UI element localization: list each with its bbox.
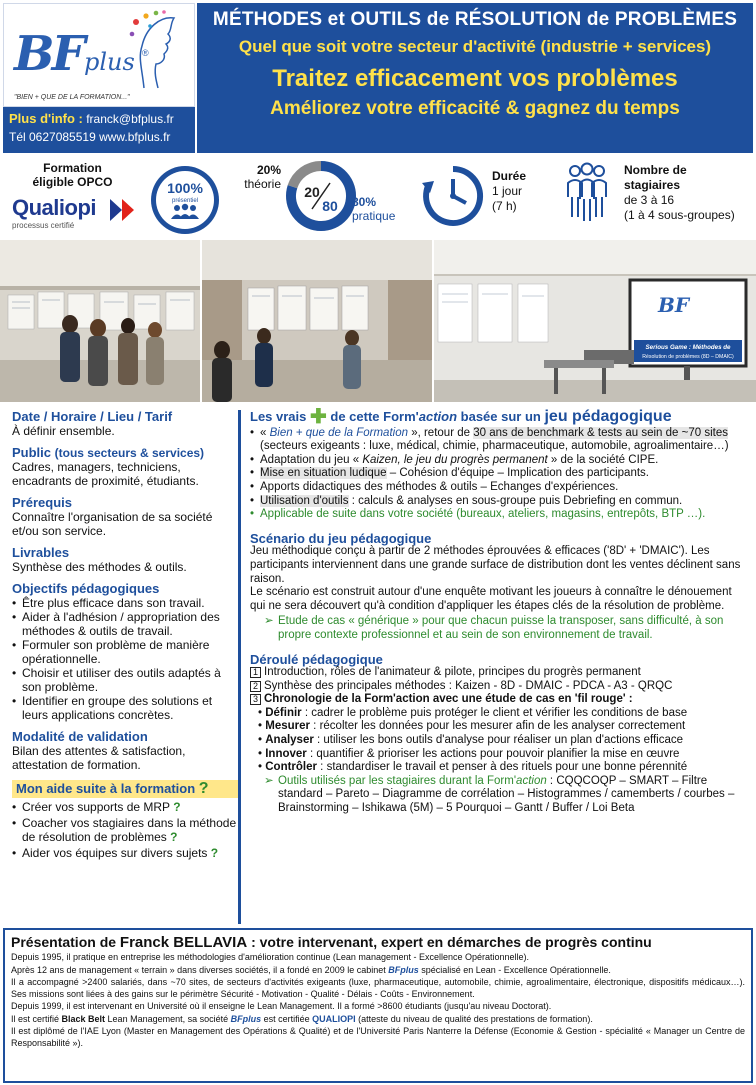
advantages-heading <box>250 406 750 428</box>
headline-2: Améliorez votre efficacité & gagnez du temps <box>270 98 680 119</box>
opco-line1: Formation <box>43 161 102 175</box>
trainees-label1: Nombre de <box>624 163 687 177</box>
public-text: Cadres, managers, techniciens, encadrants de proximité, étudiants. <box>12 460 199 488</box>
list-item <box>250 495 750 509</box>
list-item: • Formuler son problème de manière opérationnelle. <box>12 638 238 666</box>
aide-heading <box>12 780 238 798</box>
adv-action: action <box>418 409 458 424</box>
plus-icon: ✚ <box>310 406 327 428</box>
step-key: Analyser <box>265 734 314 747</box>
adv-post: basée sur un <box>460 409 541 424</box>
aide-list <box>12 800 238 860</box>
screen-line2: Résolution de problèmes (8D – DMAIC) <box>642 354 734 360</box>
adv2-b: Kaizen, le jeu du progrès permanent <box>362 453 548 466</box>
donut-practice: 80 <box>322 198 338 214</box>
deliverables-heading: Livrables <box>12 545 70 560</box>
adv2-c: » de la société CIPE. <box>547 453 659 466</box>
scenario-note-text: Etude de cas « générique » pour que chacun puisse la transposer, sans difficulté, à son propre contexte professionnel et au sein de son environnement de travail. <box>278 615 724 641</box>
list-item <box>250 427 750 454</box>
aide-item-text: Aider vos équipes sur divers sujets <box>22 846 208 860</box>
photo-screen-session <box>434 240 756 402</box>
donut-theory: 20 <box>304 184 320 200</box>
prereq-heading: Prérequis <box>12 495 72 510</box>
step-text: : utiliser les bons outils d'analyse pour réaliser un plan d'actions efficace <box>313 734 684 747</box>
list-item <box>12 800 238 814</box>
badge-label: présentiel <box>171 198 199 204</box>
adv-pre: Les vrais <box>250 409 307 424</box>
tools-c: : CQQCOQP – SMART – Filtre <box>546 774 708 787</box>
trainees-value1: de 3 à 16 <box>624 193 675 207</box>
deliverables-text: Synthèse des méthodes & outils. <box>12 560 187 574</box>
arrow-right-icon: ➢ <box>264 774 274 787</box>
p2-a: Après 12 ans de management « terrain » dans diverses sociétés, il a fondé en 2009 le cabinet <box>11 964 389 975</box>
trainer-p3: Il a accompagné >2400 salariés, dans ~70 sites, de secteurs d'activités exigeants (luxe, pharmaceutique, automobile, chimie, agroalimentaire, électronique, dispositifs médicaux…). Ses missions sont liées à des gains sur le périmètre Sécurité - Motivation - Qualité - Délais - Coûts - Environnement. <box>11 977 745 999</box>
adv2-a: Adaptation du jeu « <box>260 453 363 466</box>
screen-line1: Serious Game : Méthodes de <box>645 344 731 351</box>
list-item: • Être plus efficace dans son travail. <box>12 596 238 610</box>
trainer-name: Franck BELLAVIA <box>119 934 248 951</box>
subtitle-sector: Quel que soit votre secteur d'activité (industrie + services) <box>238 37 712 56</box>
tools-b: action <box>516 774 547 787</box>
adv1-e: (secteurs exigeants : luxe, médical, chimie, pharmaceutique, automobile, agroalimentaire…) <box>260 440 729 453</box>
practice-label: pratique <box>352 209 396 223</box>
public-heading <box>12 446 238 460</box>
date-heading: Date / Horaire / Lieu / Tarif <box>12 409 173 424</box>
adv5-b: : calculs & analyses en sous-groupe puis Debriefing en commun. <box>348 494 683 507</box>
tools-d: standard – Pareto – Diagramme de corrélation – Histogrammes / camemberts / courbes – Brainstorming – Ishikawa (5M) – 5 Pourquoi – Gantt / Buffer / Loi Beta <box>278 788 735 815</box>
trainees-block <box>624 163 735 223</box>
aide-item-text: Coacher vos stagiaires dans la méthode de résolution de problèmes <box>22 816 237 844</box>
deroule-item-2 <box>250 680 750 694</box>
objectives-heading: Objectifs pédagogiques <box>12 581 160 596</box>
practice-share <box>352 195 395 223</box>
adv3-a: Mise en situation ludique <box>260 467 387 480</box>
logo-plus: plus <box>84 48 135 76</box>
list-item <box>250 467 750 481</box>
list-item <box>12 816 238 844</box>
public-heading-sub: (tous secteurs & services) <box>54 446 205 460</box>
trainer-presentation <box>3 928 753 1083</box>
trainer-heading-post: : votre intervenant, expert en démarches de progrès continu <box>251 934 652 950</box>
contact-label: Plus d'info : <box>9 111 83 126</box>
header <box>0 0 756 153</box>
question-mark-icon: ? <box>198 780 209 797</box>
step-key: Contrôler <box>265 761 317 774</box>
p5-a: Il est certifié <box>11 1013 62 1024</box>
step-item: • Innover : quantifier & prioriser les actions pour pouvoir planifier la mise en œuvre <box>258 747 680 760</box>
opco-eligibility <box>10 161 135 189</box>
deroule-item-text: Chronologie de la Form'action avec une étude de cas en 'fil rouge' : <box>264 693 633 706</box>
step-item: • Mesurer : récolter les données pour les mesurer afin de les analyser correctement <box>258 720 686 733</box>
deroule-item-text: Introduction, rôles de l'animateur & pilote, principes du progrès permanent <box>264 666 641 679</box>
p5-e: est certifiée <box>261 1013 313 1024</box>
p5-b: Black Belt <box>61 1013 106 1024</box>
step-key: Définir <box>265 706 302 719</box>
bfplus-logo[interactable] <box>3 3 195 107</box>
opco-line2: éligible OPCO <box>32 175 113 189</box>
contact-box <box>3 107 195 153</box>
date-text: À définir ensemble. <box>12 424 115 438</box>
contact-phone-web[interactable]: Tél 0627085519 www.bfplus.fr <box>9 130 171 144</box>
trainer-p1: Depuis 1995, il pratique en entreprise les méthodologies d'amélioration continue (Lean management - Excellence Opérationnelle). <box>11 952 530 962</box>
info-strip <box>0 155 756 237</box>
qualiopi-mark-icon <box>108 197 138 223</box>
validation-text: Bilan des attentes & satisfaction, attestation de formation. <box>12 744 186 772</box>
theory-share <box>235 163 281 191</box>
logo-tagline: "BIEN + QUE DE LA FORMATION..." <box>14 94 130 101</box>
step-text: : cadrer le problème puis protéger le client et vérifier les conditions de base <box>301 706 688 719</box>
p2-c: spécialisé en Lean - Excellence Opérationnelle. <box>418 964 611 975</box>
adv1-b: Bien + que de la Formation <box>269 426 408 439</box>
question-mark-icon: ? <box>170 830 178 844</box>
title-banner <box>197 3 753 153</box>
contact-line-email <box>9 111 189 126</box>
deroule-item-3 <box>250 693 750 707</box>
theory-practice-gauge-icon <box>284 159 358 233</box>
p2-b: BFplus <box>388 964 419 975</box>
aide-heading-text: Mon aide suite à la formation <box>16 781 196 796</box>
right-column <box>250 406 750 924</box>
photo-strip <box>0 240 756 402</box>
advantages-list <box>250 427 750 522</box>
scenario-note <box>250 615 750 642</box>
list-item: • Applicable de suite dans votre société (bureaux, ateliers, magasins, entrepôts, BTP …). <box>250 508 750 522</box>
p5-f: QUALIOPI <box>312 1013 356 1024</box>
trainer-heading <box>11 934 745 951</box>
contact-email-link[interactable]: franck@bfplus.fr <box>86 112 174 126</box>
adv1-a: « <box>260 426 270 439</box>
deroule-item-1 <box>250 666 750 680</box>
scenario-heading: Scénario du jeu pédagogique <box>250 530 432 546</box>
step-text: : récolter les données pour les mesurer afin de les analyser correctement <box>309 720 686 733</box>
list-item <box>12 846 238 860</box>
list-item: • Apports didactiques des méthodes & outils – Echanges d'expériences. <box>250 481 750 495</box>
validation-heading: Modalité de validation <box>12 729 148 744</box>
adv5-a: Utilisation d'outils <box>260 494 349 507</box>
step-key: Mesurer <box>265 720 310 733</box>
qualiopi-logo <box>12 195 137 230</box>
num-box-icon: 3 <box>250 694 261 705</box>
screen-logo: BF <box>658 293 690 317</box>
duration-hours: (7 h) <box>492 199 517 213</box>
list-item: • Identifier en groupe des solutions et leurs applications concrètes. <box>12 694 238 722</box>
qualiopi-name: Qualiopi <box>12 195 96 220</box>
p5-d: BFplus <box>230 1013 262 1024</box>
qualiopi-sub: processus certifié <box>12 221 75 230</box>
left-column <box>12 410 238 924</box>
theory-label: théorie <box>244 177 281 191</box>
tools-a: Outils utilisés par les stagiaires durant la Form' <box>278 774 517 787</box>
presentiel-badge-icon <box>148 163 222 237</box>
step-item: • Contrôler : standardiser le travail et penser à des rituels pour une bonne pérennité <box>258 761 688 774</box>
adv1-d: 30 ans de benchmark & tests au sein de ~70 sites <box>473 426 728 439</box>
arrow-right-icon: ➢ <box>264 615 274 628</box>
step-text: : quantifier & prioriser les actions pour pouvoir planifier la mise en œuvre <box>306 747 680 760</box>
photo-workshop-wall <box>0 240 200 402</box>
trainees-icon <box>555 161 619 225</box>
deroule-heading: Déroulé pédagogique <box>250 651 383 667</box>
adv-big: jeu pédagogique <box>544 408 672 425</box>
public-heading-text: Public <box>12 445 52 460</box>
main-title: MÉTHODES et OUTILS de RÉSOLUTION de PROBLÈMES <box>212 9 738 30</box>
adv1-c: », retour de <box>408 426 474 439</box>
trainer-p2 <box>11 965 745 977</box>
photo-training-room <box>202 240 432 402</box>
objectives-list <box>12 596 238 722</box>
trainees-label2: stagiaires <box>624 178 681 192</box>
question-mark-icon: ? <box>210 846 219 860</box>
adv3-b: – Cohésion d'équipe – Implication des participants. <box>386 467 649 480</box>
logo-registered: ® <box>142 48 149 58</box>
trainer-p5 <box>11 1014 745 1026</box>
list-item: • Aider à l'adhésion / appropriation des méthodes & outils de travail. <box>12 610 238 638</box>
deroule-item-text: Synthèse des principales méthodes : Kaizen - 8D - DMAIC - PDCA - A3 - QRQC <box>264 679 673 692</box>
theory-pct: 20% <box>256 163 281 177</box>
adv-mid: de cette Form' <box>330 409 419 424</box>
step-text: : standardiser le travail et penser à des rituels pour une bonne pérennité <box>316 761 688 774</box>
trainer-p6: Il est diplômé de l'IAE Lyon (Master en Management des Opérations & Qualité) et de l'Université Paris Nanterre la Défense (Economie & Gestion - spécialité « Manager un Centre de Responsabilité »). <box>11 1026 745 1048</box>
trainees-value2: (1 à 4 sous-groupes) <box>624 208 735 222</box>
badge-pct: 100% <box>167 180 203 196</box>
logo-text: BF <box>14 26 83 82</box>
tools-note <box>250 775 750 816</box>
trainer-heading-pre: Présentation de <box>11 934 117 950</box>
duration-block <box>492 169 526 214</box>
duration-label: Durée <box>492 169 527 183</box>
step-key: Innover <box>265 747 307 760</box>
scenario-p2: Le scénario est construit autour d'une enquête motivant les joueurs à connaître le dénouement qui ne sera découvert qu'à condition d'appliquer les étapes clés de la résolution de problème. <box>250 586 732 612</box>
prereq-text: Connaître l'organisation de sa société et/ou son service. <box>12 510 213 538</box>
step-item: • Analyser : utiliser les bons outils d'analyse pour réaliser un plan d'actions efficace <box>258 734 684 747</box>
column-divider <box>238 410 241 924</box>
trainer-p4: Depuis 1999, il est intervenant en Université où il enseigne le Lean Management. Il a formé >8600 étudiants (jusqu'au niveau Doctorat). <box>11 1001 552 1011</box>
num-box-icon: 1 <box>250 667 261 678</box>
duration-value: 1 jour <box>492 184 523 198</box>
practice-pct: 80% <box>352 195 377 209</box>
p5-c: Lean Management, sa société <box>105 1013 231 1024</box>
aide-item-text: Créer vos supports de MRP <box>22 800 170 814</box>
question-mark-icon: ? <box>173 800 181 814</box>
scenario-p1: Jeu méthodique conçu à partir de 2 méthodes éprouvées & efficaces ('8D' + 'DMAIC'). Les participants interviennent dans une grande surface de distribution dont les ventes déclinent sans raison. <box>250 545 741 585</box>
list-item: • Choisir et utiliser des outils adaptés à son problème. <box>12 666 238 694</box>
step-item: • Définir : cadrer le problème puis protéger le client et vérifier les conditions de base <box>258 706 688 719</box>
headline: Traitez efficacement vos problèmes <box>272 65 678 92</box>
p5-g: (atteste du niveau de qualité des prestations de formation). <box>355 1013 593 1024</box>
num-box-icon: 2 <box>250 681 261 692</box>
list-item <box>250 454 750 468</box>
clock-icon <box>420 163 486 229</box>
